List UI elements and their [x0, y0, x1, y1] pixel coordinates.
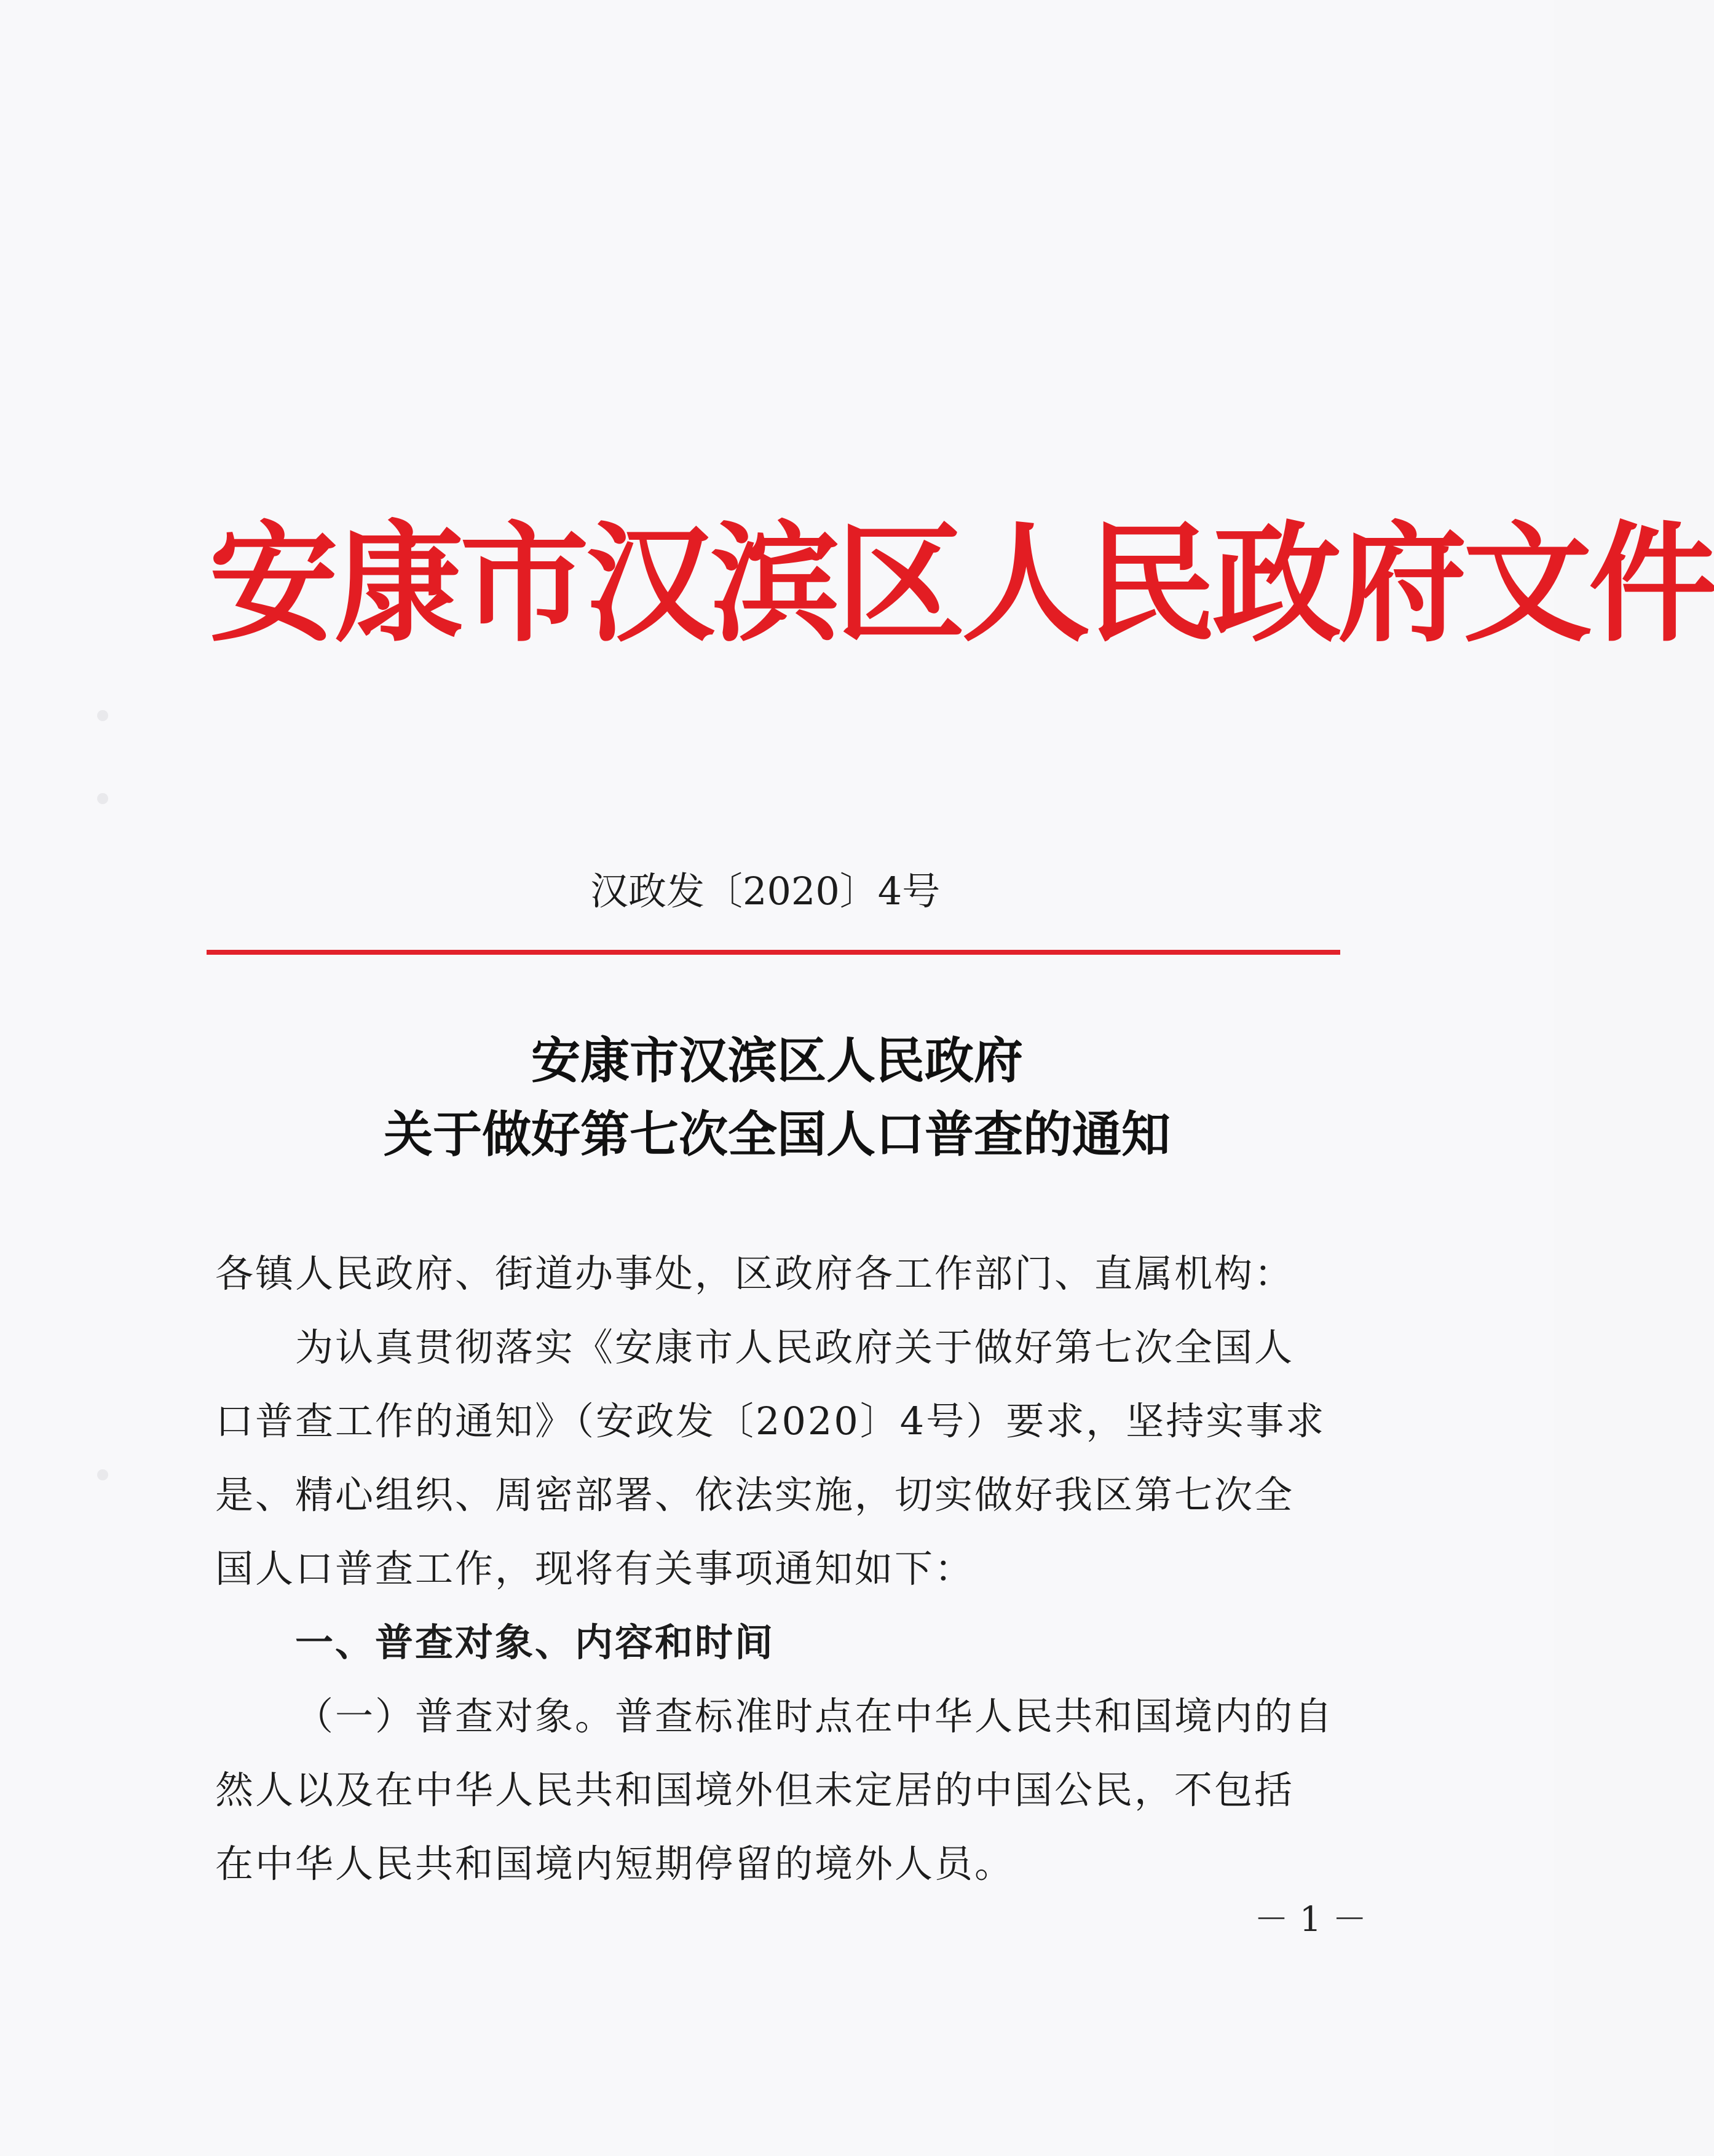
section-heading: 一、普查对象、内容和时间	[295, 1620, 775, 1665]
section-line: （一）普查对象。普查标准时点在中华人民共和国境内的自	[295, 1694, 1335, 1739]
section-line: 然人以及在中华人民共和国境外但未定居的中国公民，不包括	[215, 1767, 1295, 1812]
notice-title-line1: 安康市汉滨区人民政府	[531, 1032, 1023, 1089]
section-line: 在中华人民共和国境内短期停留的境外人员。	[215, 1841, 1015, 1886]
body-line: 口普查工作的通知》（安政发〔2020〕4号）要求，坚持实事求	[215, 1399, 1326, 1443]
notice-title-line2: 关于做好第七次全国人口普查的通知	[384, 1105, 1171, 1163]
addressee-line: 各镇人民政府、街道办事处，区政府各工作部门、直属机构：	[215, 1251, 1295, 1296]
body-line: 为认真贯彻落实《安康市人民政府关于做好第七次全国人	[295, 1325, 1295, 1370]
red-separator-line	[207, 950, 1340, 955]
page-number: － 1 －	[1254, 1900, 1367, 1940]
punch-hole-mark	[97, 1469, 108, 1480]
punch-hole-mark	[97, 710, 108, 721]
punch-hole-mark	[97, 793, 108, 804]
body-line: 是、精心组织、周密部署、依法实施，切实做好我区第七次全	[215, 1472, 1295, 1517]
masthead-title: 安康市汉滨区人民政府文件	[209, 508, 1714, 660]
body-line: 国人口普查工作，现将有关事项通知如下：	[215, 1546, 975, 1591]
document-number: 汉政发〔2020〕4号	[590, 869, 941, 914]
